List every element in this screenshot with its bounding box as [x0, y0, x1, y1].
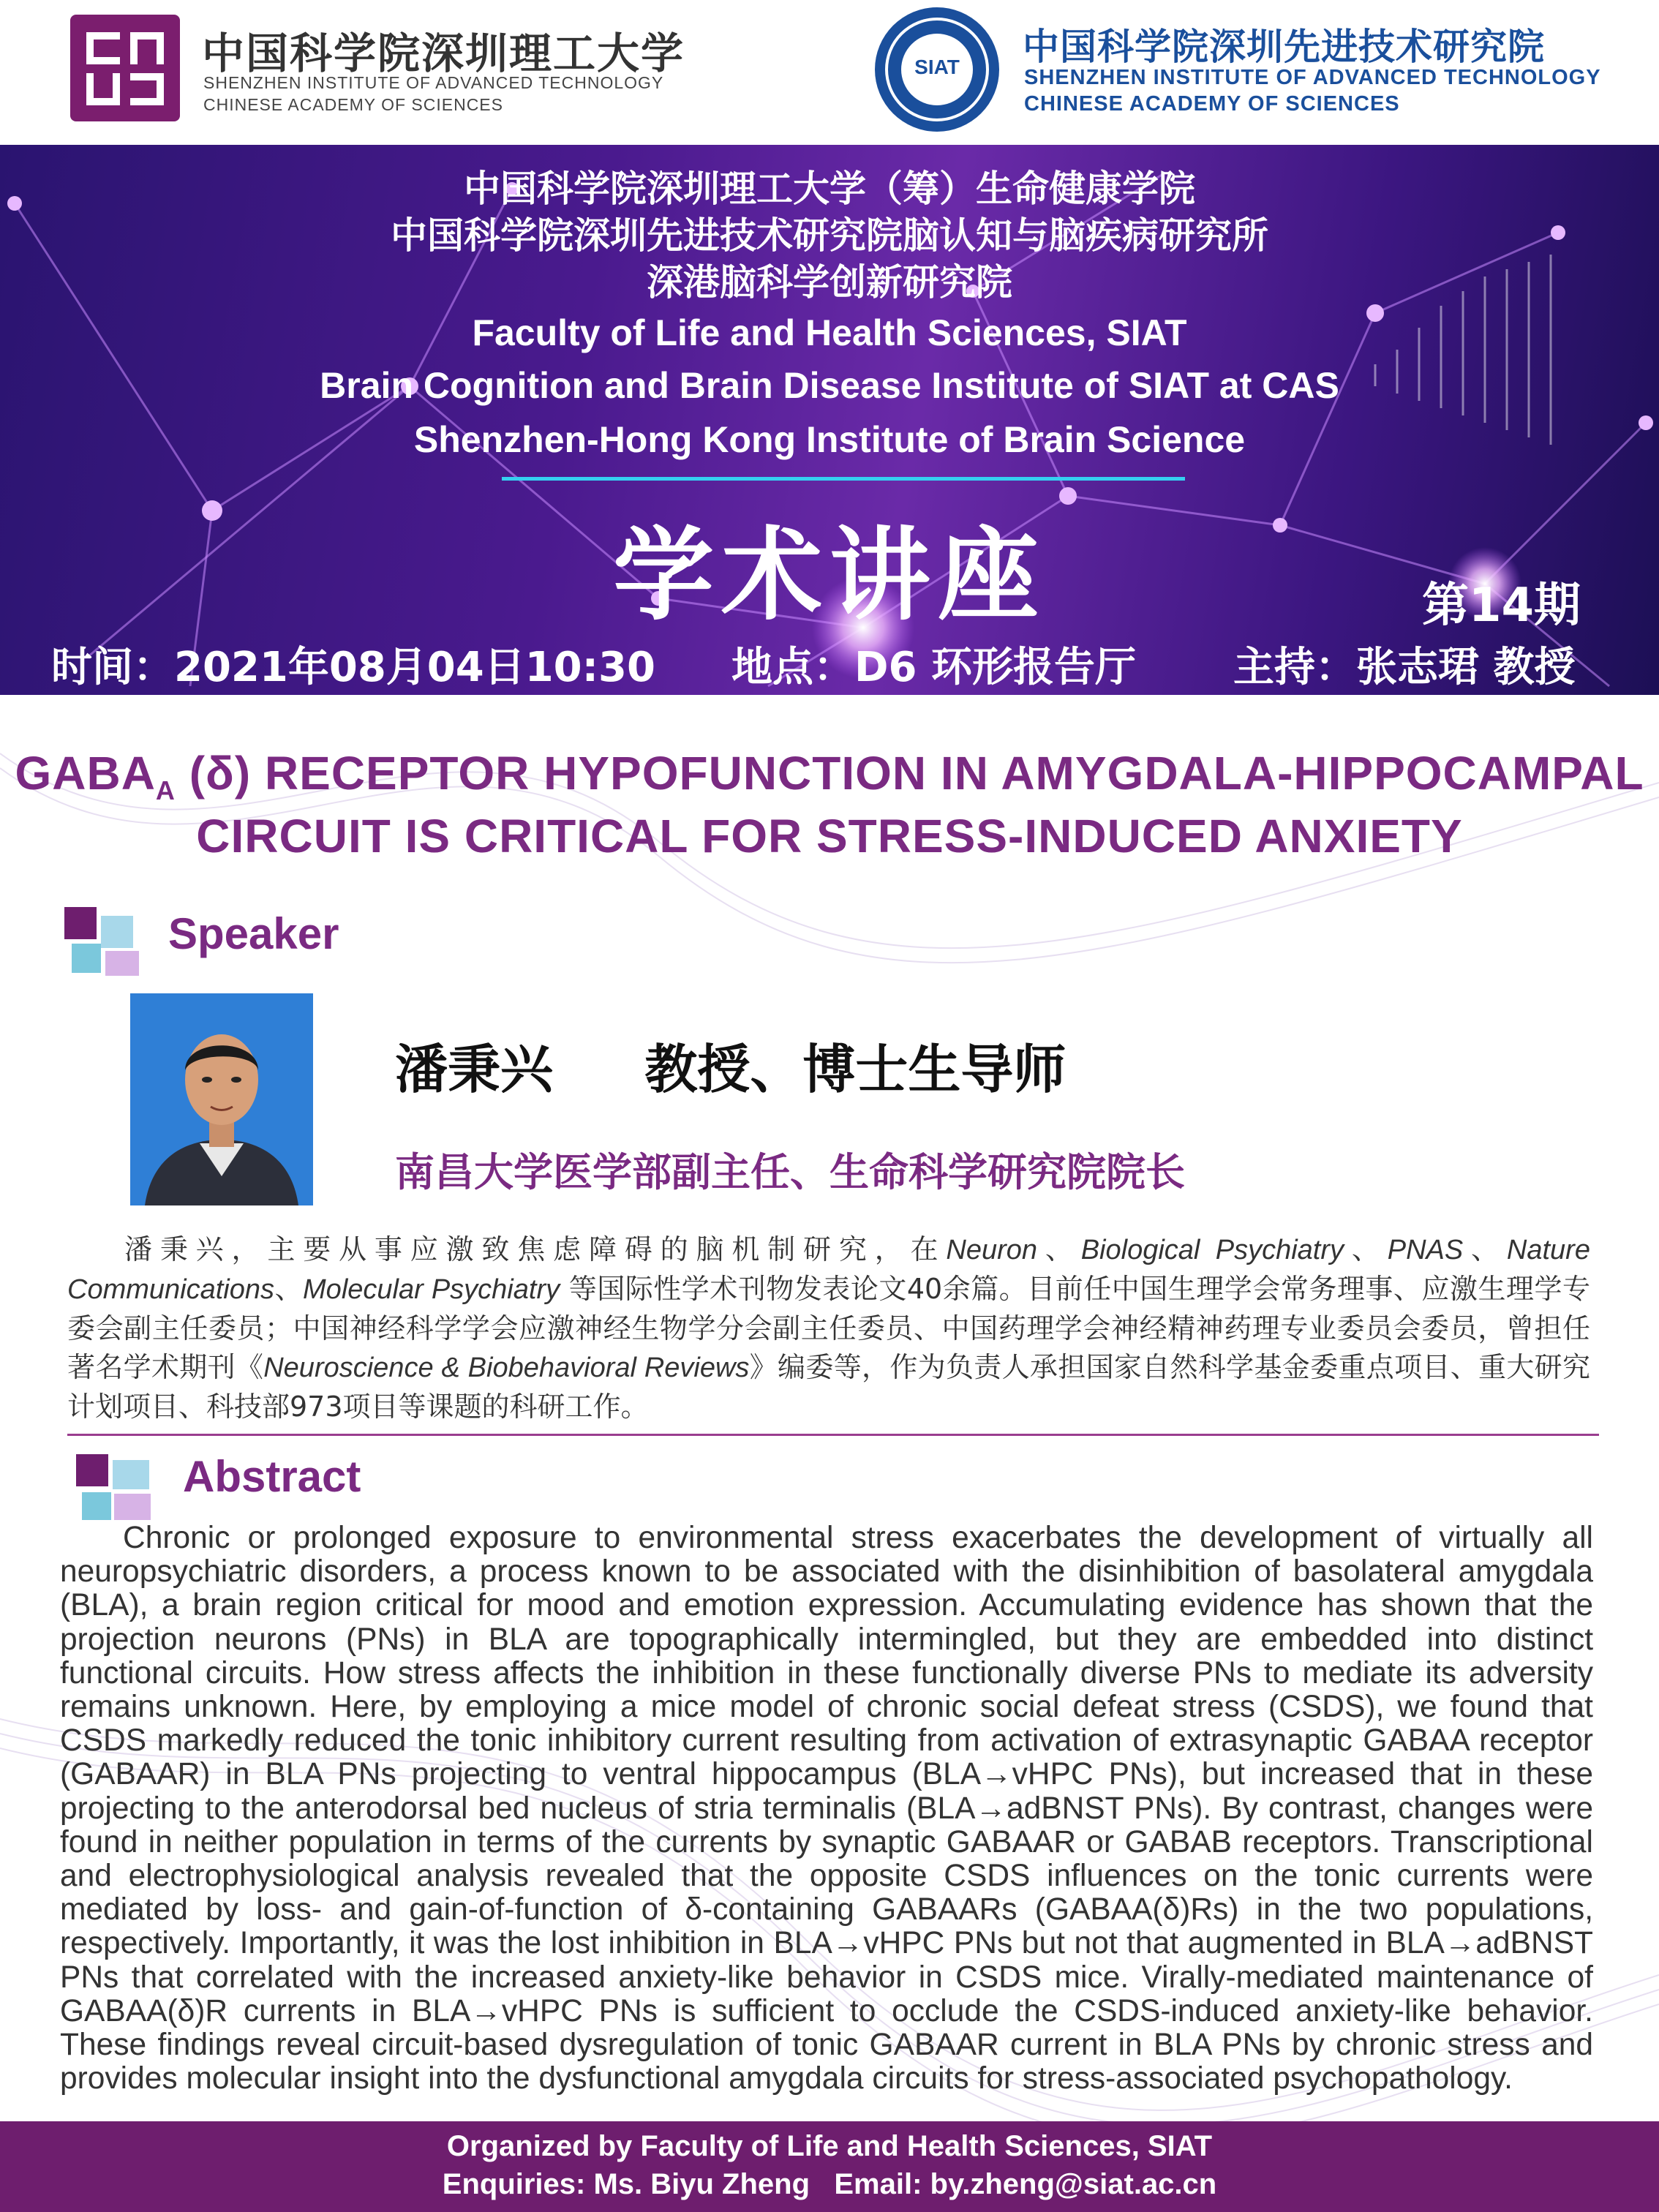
talk-title-line-2: CIRCUIT IS CRITICAL FOR STRESS-INDUCED ANXIETY [196, 810, 1463, 862]
right-logo-cn-name: 中国科学院深圳先进技术研究院 [1023, 26, 1545, 68]
speaker-name: 潘秉兴 教授、博士生导师 [395, 1039, 1066, 1100]
right-logo-en-name-1: SHENZHEN INSTITUTE OF ADVANCED TECHNOLOGY [1024, 66, 1601, 89]
banner-divider [502, 477, 1185, 481]
left-logo-en-name-1: SHENZHEN INSTITUTE OF ADVANCED TECHNOLOGY [203, 73, 664, 92]
left-logo-cn-name: 中国科学院深圳理工大学 [202, 29, 685, 78]
banner-en-line-2: Brain Cognition and Brain Disease Institute of SIAT at CAS [320, 365, 1339, 406]
left-logo-en-name-2: CHINESE ACADEMY OF SCIENCES [203, 95, 503, 114]
lecture-host: 主持：张志珺 教授 [1233, 644, 1576, 691]
footer-organizer: Organized by Faculty of Life and Health Sciences, SIAT [446, 2130, 1213, 2162]
banner-en-line-3: Shenzhen-Hong Kong Institute of Brain Science [413, 419, 1246, 460]
lecture-place: 地点：D6 环形报告厅 [731, 644, 1136, 691]
banner-cn-line-2: 中国科学院深圳先进技术研究院脑认知与脑疾病研究所 [391, 214, 1268, 257]
abstract-body: Chronic or prolonged exposure to environmental stress exacerbates the development of virtually all neuropsychiatric disorders, a process known to be associated with the disinhibition of basolateral amygdala (BLA), a brain region critical for mood and emotion expression. Accumulating evidence has shown that the projection neurons (PNs) in BLA are topographically intermingled, but they are embedded into distinct functional circuits. How stress affects the inhibition in these functionally diverse PNs to mediate its adversity remains unknown. Here, by employing a mice model of chronic social defeat stress (CSDS), we found that CSDS markedly reduced the tonic inhibitory current resulting from activation of extrasynaptic GABAA receptor (GABAAR) in BLA PNs projecting to ventral hippocampus (BLA→vHPC PNs), but increased that in these projecting to the anterodorsal bed nucleus of stria terminalis (BLA→adBNST PNs). By contrast, changes were found in neither population in terms of the currents by synaptic GABAAR or GABAB receptors. Transcriptional and electrophysiological analysis revealed that the opposite CSDS influences on the tonic currents were mediated by loss- and gain-of-function of δ-containing GABAARs (GABAA(δ)Rs) in the two populations, respectively. Importantly, it was the lost inhibition in BLA→vHPC PNs but not that augmented in BLA→adBNST PNs that correlated with the increased anxiety-like behavior in CSDS mice. Virally-mediated maintenance of GABAA(δ)R currents in BLA→vHPC PNs is sufficient to occlude the CSDS-induced anxiety-like behavior. These findings reveal circuit-based dysregulation of tonic GABAAR current in BLA PNs by chronic stress and provides molecular insight into the dysfunctional amygdala circuits for stress-associated psychopathology. [60, 1521, 1593, 2096]
lecture-banner [0, 145, 1659, 695]
footer-bar [0, 2121, 1659, 2212]
speaker-bio: 潘秉兴，主要从事应激致焦虑障碍的脑机制研究，在Neuron、Biological Psychiatry、PNAS、Nature Communications、Molecular Psychiatry 等国际性学术刊物发表论文40余篇。目前任中国生理学会常务理事、应激生理学专委会副主任委员；中国神经科学学会应激神经生物学分会副主任委员、中国药理学会神经精神药理专业委员会委员，曾担任著名学术期刊《Neuroscience & Biobehavioral Reviews》编委等，作为负责人承担国家自然科学基金委重点项目、重大研究计划项目、科技部973项目等课题的科研工作。 [67, 1233, 1590, 1423]
abstract-heading: Abstract [183, 1452, 361, 1501]
banner-cn-line-1: 中国科学院深圳理工大学（筹）生命健康学院 [464, 168, 1195, 210]
banner-cn-line-3: 深港脑科学创新研究院 [647, 261, 1012, 304]
talk-title-line-1: $GABA_A$ (δ) RECEPTOR HYPOFUNCTION IN AMYGDALA-HIPPOCAMPAL [15, 747, 1644, 805]
banner-en-line-1: Faculty of Life and Health Sciences, SIAT [472, 312, 1187, 353]
logo-header [0, 0, 1659, 145]
siat-seal-icon [875, 7, 999, 132]
footer-enquiries: Enquiries: Ms. Biyu Zheng Email: by.zheng@siat.ac.cn [442, 2168, 1217, 2200]
speaker-affiliation: 南昌大学医学部副主任、生命科学研究院院长 [395, 1149, 1185, 1195]
section-divider [67, 1434, 1599, 1436]
speaker-heading: Speaker [168, 909, 339, 958]
lecture-title: 学术讲座 [612, 516, 1046, 634]
right-logo-en-name-2: CHINESE ACADEMY OF SCIENCES [1024, 92, 1400, 116]
siat-seal-text: SIAT [914, 56, 960, 78]
lecture-time: 时间：2021年08月04日10:30 [51, 644, 655, 691]
sziit-logo-icon [70, 15, 180, 121]
issue-number: 第14期 [1422, 579, 1581, 633]
speaker-photo [130, 993, 313, 1205]
